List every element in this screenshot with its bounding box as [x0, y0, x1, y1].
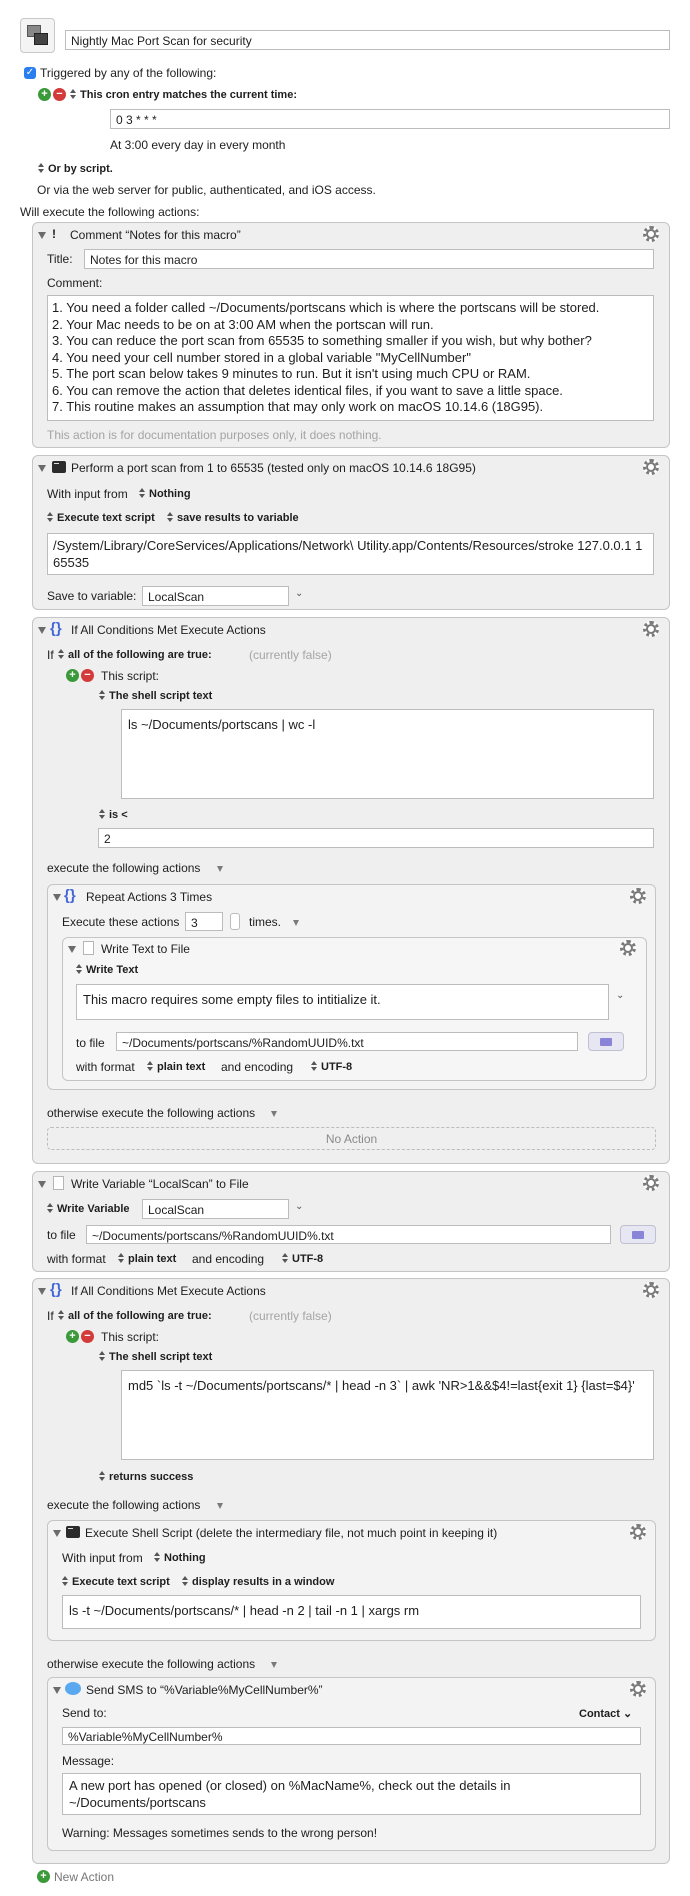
exclamation-icon: ! [52, 227, 56, 241]
chevron-down-icon: ⌄ [623, 1708, 633, 1720]
execute-text-popup[interactable] [47, 512, 155, 524]
triggered-label: Triggered by any of the following: [40, 66, 217, 80]
execute-these-label: Execute these actions [62, 915, 180, 929]
save-to-label: Save to variable: [47, 589, 137, 603]
new-action-label[interactable]: New Action [54, 1870, 115, 1884]
chevron-down-icon[interactable]: ⌄ [295, 1201, 304, 1212]
currently-status: (currently false) [249, 1309, 332, 1323]
format-value: plain text [157, 1061, 206, 1073]
display-results-value: display results in a window [192, 1576, 335, 1588]
this-script-label: This script: [101, 1330, 160, 1344]
comment-line: 6. You can remove the action that deletes identical files, if you want to save a little space. [52, 382, 563, 398]
popup-arrows-icon [99, 809, 106, 819]
write-text-field[interactable]: This macro requires some empty files to intitialize it. [76, 984, 609, 1020]
write-variable-title: Write Variable “LocalScan” to File [71, 1177, 249, 1191]
condition-match-popup[interactable] [58, 649, 212, 661]
triggered-checkbox[interactable]: ✓ [25, 67, 35, 78]
chevron-down-icon[interactable]: ⌄ [295, 588, 304, 599]
popup-arrows-icon [182, 1576, 189, 1586]
and-encoding-label: and encoding [221, 1060, 294, 1074]
popup-arrows-icon [47, 1203, 54, 1213]
if-label: If [47, 1309, 54, 1323]
with-format-label: with format [47, 1252, 106, 1266]
contact-value: Contact [579, 1708, 620, 1720]
repeat-count-stepper[interactable] [230, 913, 240, 930]
repeat-count-field[interactable]: 3 [185, 912, 223, 931]
new-action-button[interactable]: + [37, 1870, 50, 1883]
input-source-popup[interactable] [154, 1552, 206, 1564]
comment-line: 2. Your Mac needs to be on at 3:00 AM when the portscan will run. [52, 316, 434, 332]
save-to-variable-field[interactable]: LocalScan [142, 586, 289, 606]
write-variable-action [32, 1171, 670, 1272]
otherwise-menu-triangle[interactable] [271, 1662, 277, 1668]
comment-title: Comment “Notes for this macro” [70, 228, 241, 242]
shell-script-value: The shell script text [109, 1351, 213, 1363]
sms-number-field[interactable]: %Variable%MyCellNumber% [62, 1727, 641, 1745]
format-popup[interactable] [147, 1061, 205, 1073]
popup-arrows-icon [99, 1351, 106, 1361]
disclosure-triangle[interactable] [38, 1181, 46, 1188]
braces-icon: {} [64, 887, 76, 904]
popup-arrows-icon [99, 690, 106, 700]
write-variable-field[interactable]: LocalScan [142, 1199, 289, 1219]
shell-script-action [47, 1520, 656, 1641]
popup-arrows-icon [76, 964, 83, 974]
write-text-title: Write Text to File [101, 942, 190, 956]
execute-text-popup[interactable] [62, 1576, 170, 1588]
condition-match-value: all of the following are true: [68, 649, 212, 661]
add-condition-button[interactable]: + [66, 1330, 79, 1343]
terminal-icon [66, 1526, 80, 1538]
cron-trigger-text: This cron entry matches the current time: [80, 89, 297, 101]
condition-match-value: all of the following are true: [68, 1310, 212, 1322]
disclosure-triangle[interactable] [38, 1288, 46, 1295]
disclosure-triangle[interactable] [68, 946, 76, 953]
no-action-placeholder: No Action [47, 1127, 656, 1150]
or-by-script[interactable] [38, 163, 113, 175]
repeat-action [47, 884, 656, 1090]
popup-arrows-icon [58, 649, 65, 659]
with-input-label: With input from [62, 1551, 143, 1565]
folder-button[interactable] [620, 1225, 656, 1244]
with-input-label: With input from [47, 487, 128, 501]
shell-script-title: Execute Shell Script (delete the intermediary file, not much point in keeping it) [85, 1526, 498, 1540]
title-label: Title: [47, 252, 73, 266]
returns-value: returns success [109, 1471, 194, 1483]
comment-title-field[interactable]: Notes for this macro [84, 249, 654, 269]
disclosure-triangle[interactable] [53, 894, 61, 901]
sms-message-field[interactable]: A new port has opened (or closed) on %MacName%, check out the details in ~/Documents/portscans [62, 1773, 641, 1815]
repeat-title: Repeat Actions 3 Times [86, 890, 213, 904]
braces-icon: {} [50, 1281, 62, 1298]
repeat-menu-triangle[interactable] [293, 920, 299, 926]
shell-script-popup[interactable] [99, 1351, 212, 1363]
remove-condition-button[interactable]: − [81, 1330, 94, 1343]
encoding-value: UTF-8 [321, 1061, 353, 1073]
shell-script-popup[interactable] [99, 690, 212, 702]
to-file-label: to file [47, 1228, 76, 1242]
popup-arrows-icon [139, 488, 146, 498]
format-value: plain text [128, 1253, 177, 1265]
write-variable-popup[interactable] [47, 1203, 130, 1215]
times-label: times. [249, 915, 282, 929]
or-by-script-text: Or by script. [48, 163, 113, 175]
execute-following-label: execute the following actions [47, 1498, 201, 1512]
disclosure-triangle[interactable] [38, 627, 46, 634]
gear-icon[interactable] [643, 1175, 659, 1191]
add-condition-button[interactable]: + [66, 669, 79, 682]
gear-icon[interactable] [620, 940, 636, 956]
portscan-title: Perform a port scan from 1 to 65535 (tested only on macOS 10.14.6 18G95) [71, 461, 476, 475]
write-text-label: Write Text [86, 964, 139, 976]
folder-button[interactable] [588, 1032, 624, 1051]
condition-match-popup[interactable] [58, 1310, 212, 1322]
comment-line: 3. You can reduce the port scan from 65535 to something smaller if you wish, but why bother? [52, 333, 592, 348]
popup-arrows-icon [311, 1061, 318, 1071]
popup-arrows-icon [62, 1576, 69, 1586]
popup-arrows-icon [118, 1253, 125, 1263]
terminal-icon [52, 461, 66, 473]
gear-icon[interactable] [643, 1282, 659, 1298]
write-text-popup[interactable] [76, 964, 138, 976]
write-variable-label: Write Variable [57, 1203, 130, 1215]
disclosure-triangle[interactable] [38, 232, 46, 239]
document-icon [83, 941, 94, 955]
input-source-popup[interactable] [139, 488, 191, 500]
web-server-text: Or via the web server for public, authenticated, and iOS access. [37, 183, 376, 197]
write-text-file-field[interactable]: ~/Documents/portscans/%RandomUUID%.txt [116, 1032, 578, 1051]
will-execute-text: Will execute the following actions: [20, 205, 200, 219]
condition-script-field[interactable]: md5 `ls -t ~/Documents/portscans/* | head -n 3` | awk 'NR>1&&$4!=last{exit 1} {last=$4}' [121, 1370, 654, 1460]
cron-trigger-label[interactable] [70, 89, 297, 101]
if-title: If All Conditions Met Execute Actions [71, 623, 266, 637]
comment-text-area[interactable] [47, 295, 654, 421]
comparison-popup[interactable] [99, 809, 128, 821]
sms-title: Send SMS to “%Variable%MyCellNumber%” [86, 1683, 323, 1697]
if-label: If [47, 648, 54, 662]
and-encoding-label: and encoding [192, 1252, 265, 1266]
cron-description: At 3:00 every day in every month [110, 138, 286, 152]
otherwise-label: otherwise execute the following actions [47, 1106, 256, 1120]
comment-line: 7. This routine makes an assumption that may only work on macOS 10.14.6 (18G95). [52, 399, 544, 414]
shell-script-field[interactable]: ls -t ~/Documents/portscans/* | head -n 2 | tail -n 1 | xargs rm [62, 1595, 641, 1629]
if-title: If All Conditions Met Execute Actions [71, 1284, 266, 1298]
gear-icon[interactable] [643, 226, 659, 242]
contact-popup[interactable] [579, 1707, 632, 1720]
comparison-value: is < [109, 809, 128, 821]
gear-icon[interactable] [630, 1681, 646, 1697]
comment-footer: This action is for documentation purposes only, it does nothing. [47, 428, 382, 442]
returns-popup[interactable] [99, 1471, 193, 1483]
remove-trigger-button[interactable]: − [53, 88, 66, 101]
execute-menu-triangle[interactable] [217, 1503, 223, 1509]
remove-condition-button[interactable]: − [81, 669, 94, 682]
portscan-action [32, 455, 670, 610]
popup-arrows-icon [38, 163, 45, 173]
execute-text-value: Execute text script [72, 1576, 170, 1588]
cron-field[interactable]: 0 3 * * * [110, 109, 670, 129]
messages-icon [65, 1682, 81, 1695]
execute-menu-triangle[interactable] [217, 866, 223, 872]
encoding-popup[interactable] [311, 1061, 352, 1073]
popup-arrows-icon [58, 1310, 65, 1320]
this-script-label: This script: [101, 669, 160, 683]
save-results-popup[interactable] [167, 512, 299, 524]
to-file-label: to file [76, 1036, 105, 1050]
popup-arrows-icon [147, 1061, 154, 1071]
with-format-label: with format [76, 1060, 135, 1074]
gear-icon[interactable] [630, 1524, 646, 1540]
send-to-label: Send to: [62, 1706, 107, 1720]
if-action-1 [32, 617, 670, 1164]
encoding-popup[interactable] [282, 1253, 323, 1265]
send-sms-action [47, 1677, 656, 1851]
gear-icon[interactable] [643, 621, 659, 637]
braces-icon: {} [50, 620, 62, 637]
input-source-value: Nothing [149, 488, 191, 500]
write-variable-file-field[interactable]: ~/Documents/portscans/%RandomUUID%.txt [86, 1225, 611, 1244]
popup-arrows-icon [47, 512, 54, 522]
gear-icon[interactable] [630, 888, 646, 904]
execute-text-value: Execute text script [57, 512, 155, 524]
disclosure-triangle[interactable] [38, 465, 46, 472]
input-source-value: Nothing [164, 1552, 206, 1564]
macro-name-field[interactable]: Nightly Mac Port Scan for security [65, 30, 670, 50]
portscan-script-field[interactable]: /System/Library/CoreServices/Applications/Network\ Utility.app/Contents/Resources/stroke 127.0.0.1 1 65535 [47, 533, 654, 575]
display-results-popup[interactable] [182, 1576, 334, 1588]
popup-arrows-icon [154, 1552, 161, 1562]
sms-warning: Warning: Messages sometimes sends to the wrong person! [62, 1826, 378, 1840]
popup-arrows-icon [282, 1253, 289, 1263]
popup-arrows-icon [99, 1471, 106, 1481]
disclosure-triangle[interactable] [53, 1530, 61, 1537]
chevron-down-icon[interactable]: ⌄ [616, 990, 625, 1001]
format-popup[interactable] [118, 1253, 176, 1265]
comment-label: Comment: [47, 276, 103, 290]
macro-icon[interactable] [20, 18, 55, 53]
save-results-value: save results to variable [177, 512, 299, 524]
message-label: Message: [62, 1754, 115, 1768]
gear-icon[interactable] [643, 459, 659, 475]
currently-status: (currently false) [249, 648, 332, 662]
popup-arrows-icon [167, 512, 174, 522]
otherwise-label: otherwise execute the following actions [47, 1657, 256, 1671]
popup-arrows-icon [70, 89, 77, 99]
if-action-2 [32, 1278, 670, 1864]
comment-line: 4. You need your cell number stored in a global variable "MyCellNumber" [52, 349, 471, 365]
execute-following-label: execute the following actions [47, 861, 201, 875]
condition-script-field[interactable]: ls ~/Documents/portscans | wc -l [121, 709, 654, 799]
document-icon [53, 1176, 64, 1190]
shell-script-value: The shell script text [109, 690, 213, 702]
comment-line: 5. The port scan below takes 9 minutes to run. But it isn't using much CPU or RAM. [52, 366, 531, 381]
encoding-value: UTF-8 [292, 1253, 324, 1265]
comment-line: 1. You need a folder called ~/Documents/portscans which is where the portscans will be stored. [52, 300, 600, 315]
comment-action [32, 222, 670, 448]
add-trigger-button[interactable]: + [38, 88, 51, 101]
write-text-action [62, 937, 647, 1081]
disclosure-triangle[interactable] [53, 1687, 61, 1694]
otherwise-menu-triangle[interactable] [271, 1111, 277, 1117]
comparison-value-field[interactable]: 2 [98, 828, 654, 848]
